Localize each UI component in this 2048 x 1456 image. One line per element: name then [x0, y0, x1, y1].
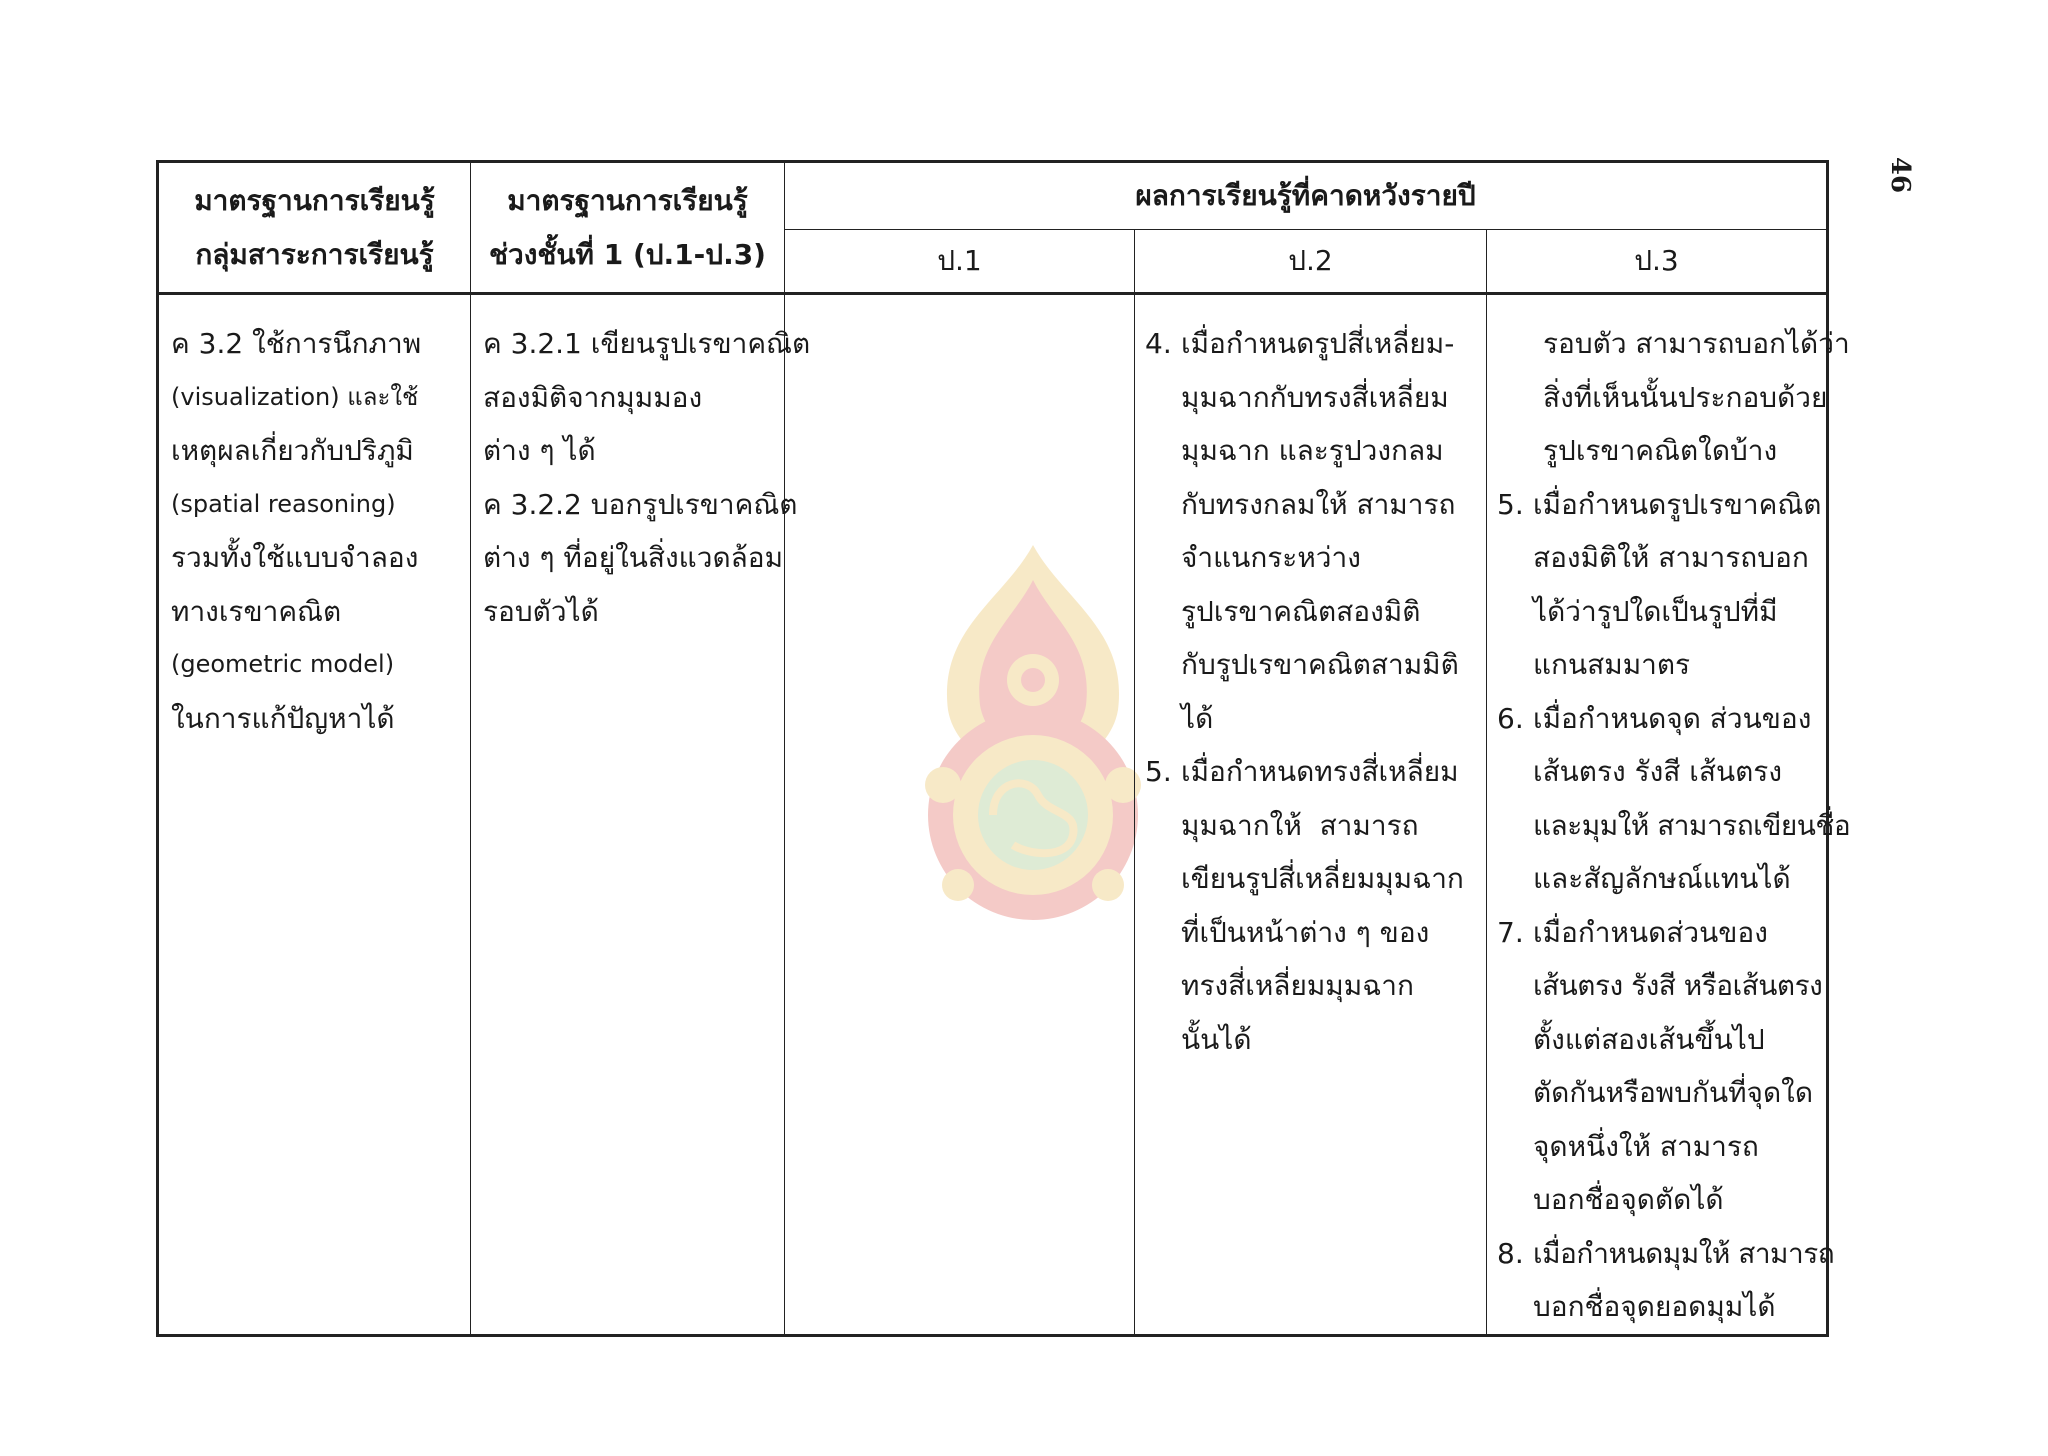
text-line: จุดหนึ่งให้ สามารถ: [1533, 1129, 1759, 1163]
text-line: ต่าง ๆ ได้: [483, 434, 596, 467]
text-line: รอบตัวได้: [483, 594, 599, 628]
cell-stage-standard: [471, 294, 811, 1336]
text-line: ได้ว่ารูปใดเป็นรูปที่มี: [1533, 594, 1778, 628]
text-line: ทรงสี่เหลี่ยมมุมฉาก: [1181, 969, 1414, 1002]
text-line: ตั้งแต่สองเส้นขึ้นไป: [1533, 1022, 1765, 1056]
page-number: 46: [1885, 156, 1915, 194]
item-number: 4.: [1145, 327, 1172, 360]
text-line: (geometric model): [171, 650, 395, 678]
text-line: เมื่อกำหนดส่วนของ: [1533, 915, 1768, 949]
text-line: รูปเรขาคณิตสองมิติ: [1181, 594, 1421, 628]
curriculum-table: [156, 160, 1851, 1337]
continuation-text: [1497, 317, 1850, 478]
header-stage-standard-line1: มาตรฐานการเรียนรู้: [507, 183, 748, 217]
header-group-standard-line1: มาตรฐานการเรียนรู้: [194, 183, 435, 217]
header-expected-outcomes: ผลการเรียนรู้ที่คาดหวังรายปี: [785, 162, 1828, 230]
text-line: เมื่อกำหนดทรงสี่เหลี่ยม: [1181, 755, 1459, 788]
list-item: [1497, 692, 1851, 906]
text-line: แกนสมมาตร: [1533, 648, 1691, 681]
header-group-standard: [158, 162, 471, 294]
text-line: ตัดกันหรือพบกันที่จุดใด: [1533, 1076, 1813, 1109]
cell-grade-1: [785, 294, 1135, 1336]
list-item: [1497, 1227, 1835, 1334]
item-number: 5.: [1497, 487, 1524, 521]
text-line: ค 3.2.1 เขียนรูปเรขาคณิต: [483, 327, 811, 360]
text-line: มุมฉากให้ สามารถ: [1181, 808, 1419, 842]
text-line: บอกชื่อจุดยอดมุมได้: [1533, 1290, 1776, 1323]
text-line: ค 3.2 ใช้การนึกภาพ: [171, 327, 422, 360]
text-line: เมื่อกำหนดมุมให้ สามารถ: [1533, 1236, 1835, 1270]
text-line: สองมิติจากมุมมอง: [483, 380, 703, 414]
text-line: ในการแก้ปัญหาได้: [171, 701, 395, 735]
text-line: รูปเรขาคณิตใดบ้าง: [1543, 434, 1778, 467]
cell-group-standard: [158, 294, 471, 1336]
text-line: บอกชื่อจุดตัดได้: [1533, 1183, 1724, 1216]
text-line: เมื่อกำหนดจุด ส่วนของ: [1533, 701, 1812, 735]
text-line: และสัญลักษณ์แทนได้: [1533, 862, 1791, 895]
text-line: เส้นตรง รังสี เส้นตรง: [1533, 755, 1782, 788]
item-number: 6.: [1497, 701, 1524, 735]
header-grade-2: ป.2: [1135, 230, 1487, 294]
cell-grade-3: [1487, 294, 1851, 1336]
text-line: สองมิติให้ สามารถบอก: [1533, 541, 1809, 574]
header-stage-standard: [471, 162, 785, 294]
text-line: ที่เป็นหน้าต่าง ๆ ของ: [1181, 915, 1430, 949]
list-item: [1497, 906, 1823, 1227]
header-grade-3: ป.3: [1487, 230, 1828, 294]
header-group-standard-line2: กลุ่มสาระการเรียนรู้: [195, 237, 434, 271]
header-grade-1: ป.1: [785, 230, 1135, 294]
text-line: มุมฉากกับทรงสี่เหลี่ยม: [1181, 380, 1449, 414]
text-line: สิ่งที่เห็นนั้นประกอบด้วย: [1543, 380, 1828, 414]
text-line: และมุมให้ สามารถเขียนชื่อ: [1533, 808, 1851, 842]
text-line: เหตุผลเกี่ยวกับปริภูมิ: [171, 434, 414, 467]
cell-grade-2: [1135, 294, 1487, 1336]
text-line: รอบตัว สามารถบอกได้ว่า: [1543, 327, 1850, 360]
table-row: [158, 294, 1828, 1336]
text-line: ค 3.2.2 บอกรูปเรขาคณิต: [483, 487, 798, 521]
text-line: ทางเรขาคณิต: [171, 594, 342, 628]
text-line: เมื่อกำหนดรูปสี่เหลี่ยม-: [1181, 327, 1455, 360]
list-item: [1145, 317, 1478, 745]
text-line: เขียนรูปสี่เหลี่ยมมุมฉาก: [1181, 862, 1464, 895]
item-number: 5.: [1145, 755, 1172, 788]
text-line: ได้: [1181, 701, 1214, 735]
text-line: นั้นได้: [1181, 1022, 1252, 1056]
header-stage-standard-line2: ช่วงชั้นที่ 1 (ป.1-ป.3): [489, 237, 766, 271]
text-line: (visualization) และใช้: [171, 382, 419, 411]
text-line: รวมทั้งใช้แบบจำลอง: [171, 541, 419, 574]
text-line: จำแนกระหว่าง: [1181, 541, 1361, 574]
item-number: 7.: [1497, 915, 1524, 949]
list-item: [1145, 745, 1478, 1066]
text-line: (spatial reasoning): [171, 489, 396, 518]
text-line: เมื่อกำหนดรูปเรขาคณิต: [1533, 487, 1822, 521]
text-line: มุมฉาก และรูปวงกลม: [1181, 434, 1444, 467]
text-line: เส้นตรง รังสี หรือเส้นตรง: [1533, 969, 1823, 1002]
text-line: ต่าง ๆ ที่อยู่ในสิ่งแวดล้อม: [483, 541, 784, 574]
text-line: กับทรงกลมให้ สามารถ: [1181, 487, 1456, 521]
list-item: [1497, 478, 1822, 692]
text-line: กับรูปเรขาคณิตสามมิติ: [1181, 648, 1459, 681]
item-number: 8.: [1497, 1236, 1524, 1270]
